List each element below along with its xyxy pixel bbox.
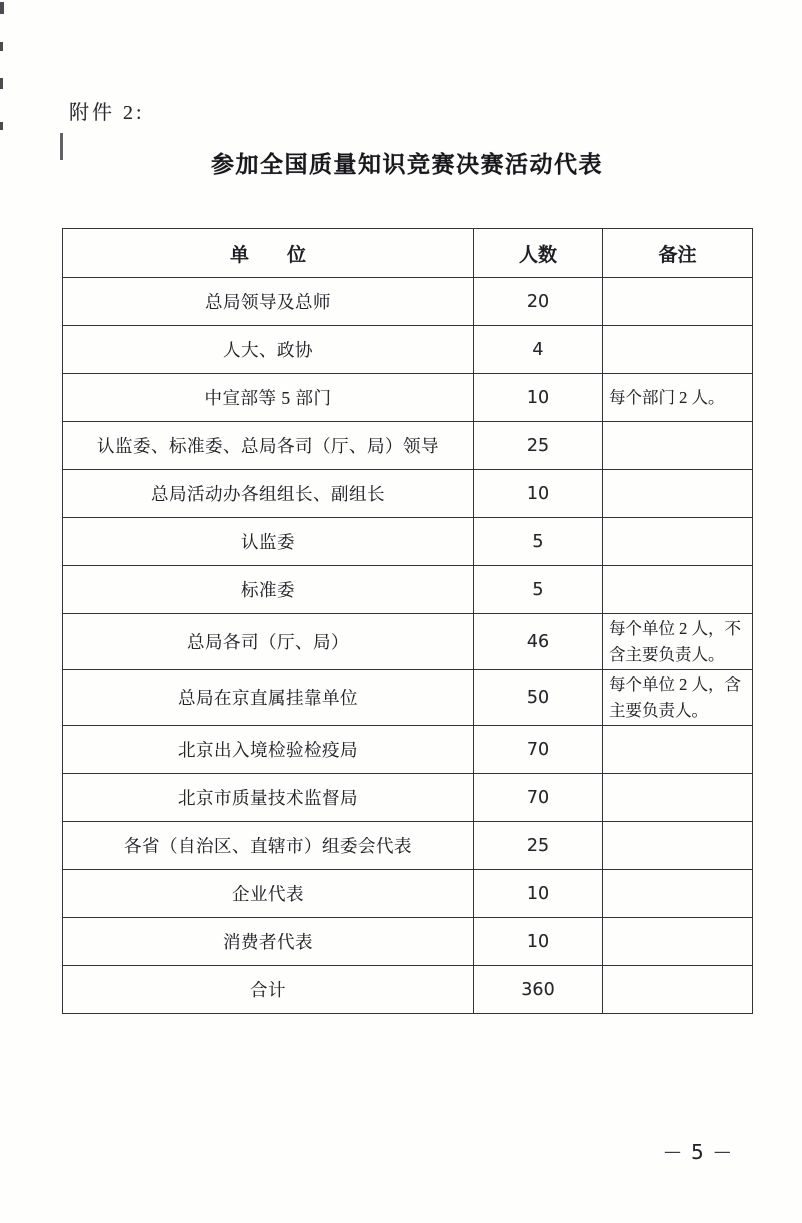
table-body bbox=[63, 278, 753, 1014]
count-cell: 10 bbox=[474, 470, 603, 518]
attachment-label: 附件 2: bbox=[69, 102, 145, 124]
table-row bbox=[63, 870, 753, 918]
remark-cell bbox=[603, 726, 753, 774]
page-number-dash-left: — bbox=[664, 1142, 681, 1162]
count-cell: 10 bbox=[474, 918, 603, 966]
count-cell: 25 bbox=[474, 822, 603, 870]
table-row bbox=[63, 422, 753, 470]
table-row bbox=[63, 566, 753, 614]
table-row bbox=[63, 614, 753, 670]
table-row bbox=[63, 326, 753, 374]
unit-cell: 企业代表 bbox=[63, 870, 474, 918]
column-header-remark: 备注 bbox=[603, 229, 753, 278]
table-row bbox=[63, 822, 753, 870]
table-row bbox=[63, 374, 753, 422]
scan-artifact bbox=[0, 122, 3, 130]
count-cell: 25 bbox=[474, 422, 603, 470]
count-cell: 70 bbox=[474, 774, 603, 822]
unit-cell: 北京出入境检验检疫局 bbox=[63, 726, 474, 774]
count-cell: 70 bbox=[474, 726, 603, 774]
unit-cell: 中宣部等 5 部门 bbox=[63, 374, 474, 422]
unit-cell: 认监委 bbox=[63, 518, 474, 566]
remark-cell: 每个部门 2 人。 bbox=[603, 374, 753, 422]
unit-cell: 认监委、标准委、总局各司（厅、局）领导 bbox=[63, 422, 474, 470]
count-cell: 5 bbox=[474, 518, 603, 566]
unit-cell: 各省（自治区、直辖市）组委会代表 bbox=[63, 822, 474, 870]
table-row bbox=[63, 278, 753, 326]
page-title: 参加全国质量知识竞赛决赛活动代表 bbox=[211, 151, 603, 177]
table-row bbox=[63, 670, 753, 726]
table-row bbox=[63, 470, 753, 518]
remark-cell bbox=[603, 870, 753, 918]
table-row bbox=[63, 518, 753, 566]
count-cell: 5 bbox=[474, 566, 603, 614]
table-row bbox=[63, 918, 753, 966]
page-number-dash-right: — bbox=[713, 1142, 731, 1162]
count-cell: 46 bbox=[474, 614, 603, 670]
unit-cell: 总局在京直属挂靠单位 bbox=[63, 670, 474, 726]
remark-cell bbox=[603, 918, 753, 966]
unit-cell: 合计 bbox=[63, 966, 474, 1014]
remark-cell bbox=[603, 518, 753, 566]
remark-cell bbox=[603, 326, 753, 374]
table-row bbox=[63, 726, 753, 774]
column-header-count: 人数 bbox=[474, 229, 603, 278]
count-cell: 50 bbox=[474, 670, 603, 726]
table-header-row bbox=[63, 229, 753, 278]
unit-cell: 总局各司（厅、局） bbox=[63, 614, 474, 670]
remark-cell bbox=[603, 470, 753, 518]
unit-cell: 总局活动办各组组长、副组长 bbox=[63, 470, 474, 518]
remark-cell bbox=[603, 822, 753, 870]
remark-cell bbox=[603, 966, 753, 1014]
unit-cell: 北京市质量技术监督局 bbox=[63, 774, 474, 822]
remark-cell: 每个单位 2 人，含主要负责人。 bbox=[603, 670, 753, 726]
scan-artifact bbox=[0, 78, 3, 89]
remark-cell bbox=[603, 566, 753, 614]
unit-cell: 人大、政协 bbox=[63, 326, 474, 374]
representatives-table bbox=[62, 228, 753, 1014]
remark-cell bbox=[603, 774, 753, 822]
remark-cell bbox=[603, 422, 753, 470]
unit-cell: 消费者代表 bbox=[63, 918, 474, 966]
count-cell: 10 bbox=[474, 374, 603, 422]
unit-cell: 总局领导及总师 bbox=[63, 278, 474, 326]
column-header-unit: 单 位 bbox=[63, 229, 474, 278]
table-row bbox=[63, 774, 753, 822]
remark-cell bbox=[603, 278, 753, 326]
count-cell: 4 bbox=[474, 326, 603, 374]
unit-cell: 标准委 bbox=[63, 566, 474, 614]
scan-artifact bbox=[0, 2, 4, 14]
count-cell: 20 bbox=[474, 278, 603, 326]
table-row-total bbox=[63, 966, 753, 1014]
scan-artifact bbox=[0, 42, 3, 51]
count-cell: 10 bbox=[474, 870, 603, 918]
page-number-value: 5 bbox=[691, 1140, 704, 1164]
count-cell: 360 bbox=[474, 966, 603, 1014]
remark-cell: 每个单位 2 人，不含主要负责人。 bbox=[603, 614, 753, 670]
page-number bbox=[664, 1140, 731, 1164]
